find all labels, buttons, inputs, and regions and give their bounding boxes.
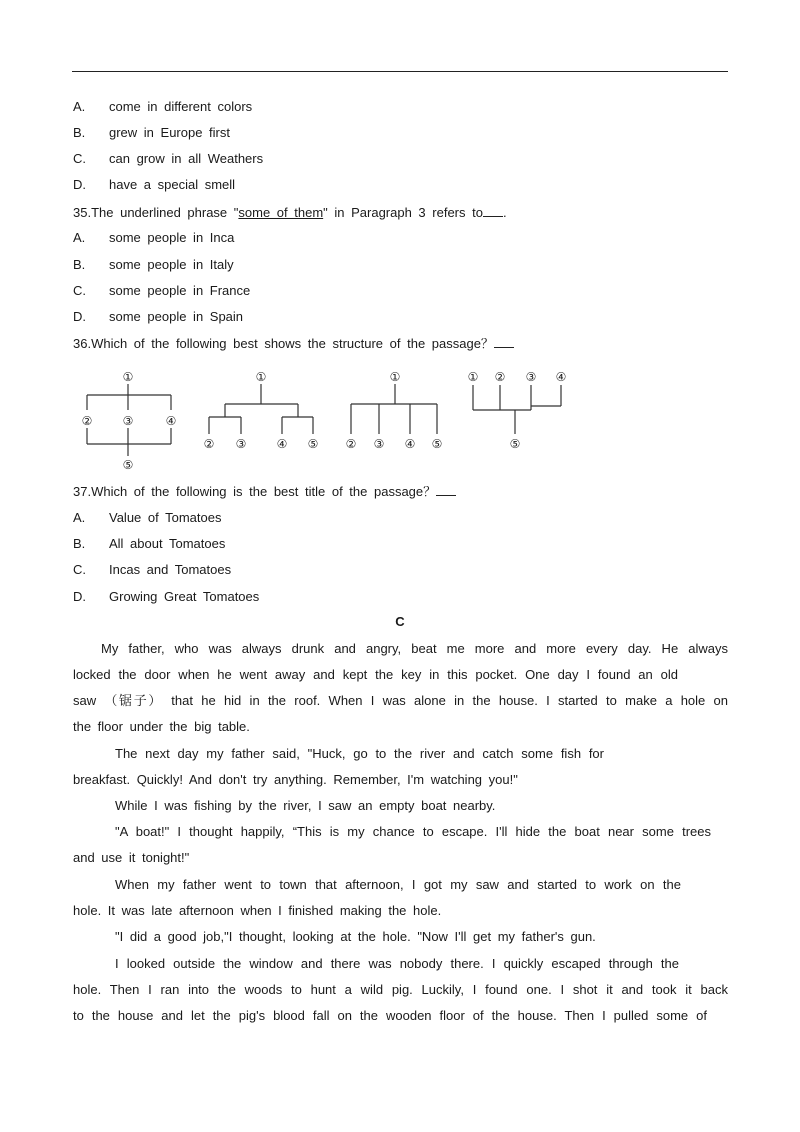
q36-stem	[73, 335, 514, 352]
option-label: C.	[73, 151, 86, 166]
option-text: some people in Inca	[109, 230, 235, 245]
q37-stem	[73, 483, 456, 500]
node-1: ①	[467, 370, 479, 384]
option-label: B.	[73, 257, 86, 272]
option-text: come in different colors	[109, 99, 253, 114]
q35-prefix: 35.The underlined phrase "	[73, 205, 239, 220]
passage-line: saw （锯子） that he hid in the roof. When I was alone in the house. I started to make a hole on	[73, 693, 728, 708]
q35-option-d[interactable]	[73, 309, 243, 325]
node-1: ①	[122, 370, 134, 384]
passage-line: to the house and let the pig's blood fall on the wooden floor of the house. Then I pulled some of	[73, 1008, 707, 1023]
passage-line: and use it tonight!"	[73, 850, 190, 865]
node-3: ③	[525, 370, 537, 384]
passage-line: locked the door when he went away and kept the key in this pocket. One day I found an old	[73, 667, 678, 682]
option-text: some people in Spain	[109, 309, 244, 324]
option-text: have a special smell	[109, 177, 236, 192]
q36-stem-text: 36.Which of the following best shows the structure of the passage？	[73, 336, 494, 351]
option-label: D.	[73, 177, 86, 192]
node-3: ③	[373, 437, 385, 451]
option-label: D.	[73, 589, 86, 604]
q37-option-d[interactable]	[73, 589, 259, 605]
node-3: ③	[235, 437, 247, 451]
passage-line: breakfast. Quickly! And don't try anything. Remember, I'm watching you!"	[73, 772, 518, 787]
node-5: ⑤	[431, 437, 443, 451]
structure-diagrams	[73, 362, 567, 474]
passage-line: hole. Then I ran into the woods to hunt a wild pig. Luckily, I found one. I shot it and took it back	[73, 982, 728, 997]
node-4: ④	[276, 437, 288, 451]
option-text: Incas and Tomatoes	[109, 562, 232, 577]
q35-suffix: " in Paragraph 3 refers to	[323, 205, 483, 220]
node-2: ②	[203, 437, 215, 451]
passage-line: hole. It was late afternoon when I finished making the hole.	[73, 903, 442, 918]
q34-option-c[interactable]	[73, 151, 263, 167]
section-heading: C	[395, 614, 405, 629]
answer-blank[interactable]	[494, 335, 514, 348]
q35-end: .	[502, 205, 507, 220]
node-2: ②	[81, 414, 93, 428]
passage-line: I looked outside the window and there was nobody there. I quickly escaped through the	[115, 956, 679, 971]
passage-line: When my father went to town that afternoon, I got my saw and started to work on the	[115, 877, 681, 892]
q37-option-c[interactable]	[73, 562, 231, 578]
passage-line: While I was fishing by the river, I saw an empty boat nearby.	[115, 798, 496, 813]
answer-blank[interactable]	[436, 483, 456, 496]
q34-option-b[interactable]	[73, 125, 230, 141]
q35-option-c[interactable]	[73, 283, 250, 299]
option-label: D.	[73, 309, 86, 324]
option-label: C.	[73, 283, 86, 298]
node-1: ①	[255, 370, 267, 384]
q35-stem	[73, 204, 507, 221]
option-text: some people in Italy	[109, 257, 234, 272]
passage-line: My father, who was always drunk and angry, beat me more and more every day. He always	[101, 641, 728, 656]
q37-option-b[interactable]	[73, 536, 225, 552]
option-label: C.	[73, 562, 86, 577]
q34-option-d[interactable]	[73, 177, 235, 193]
node-2: ②	[494, 370, 506, 384]
passage-line: "I did a good job,"I thought, looking at the hole. "Now I'll get my father's gun.	[115, 929, 596, 944]
q35-option-a[interactable]	[73, 230, 234, 246]
node-5: ⑤	[307, 437, 319, 451]
passage-line: the floor under the big table.	[73, 719, 250, 734]
node-2: ②	[345, 437, 357, 451]
passage-line: The next day my father said, "Huck, go to the river and catch some fish for	[115, 746, 604, 761]
option-label: A.	[73, 230, 86, 245]
q37-stem-text: 37.Which of the following is the best title of the passage？	[73, 484, 437, 499]
option-text: grew in Europe first	[109, 125, 230, 140]
option-text: Value of Tomatoes	[109, 510, 222, 525]
q35-underlined-phrase: some of them	[238, 205, 324, 220]
q37-option-a[interactable]	[73, 510, 221, 526]
q34-option-a[interactable]	[73, 99, 252, 115]
option-label: A.	[73, 510, 86, 525]
node-5: ⑤	[122, 458, 134, 472]
q35-option-b[interactable]	[73, 257, 234, 273]
node-1: ①	[389, 370, 401, 384]
option-label: A.	[73, 99, 86, 114]
node-3: ③	[122, 414, 134, 428]
answer-blank[interactable]	[483, 204, 503, 217]
option-text: some people in France	[109, 283, 251, 298]
option-text: can grow in all Weathers	[109, 151, 264, 166]
option-label: B.	[73, 125, 86, 140]
option-label: B.	[73, 536, 86, 551]
node-4: ④	[404, 437, 416, 451]
node-4: ④	[555, 370, 567, 384]
passage-line: "A boat!" I thought happily, “This is my chance to escape. I'll hide the boat near some trees	[115, 824, 711, 839]
option-text: All about Tomatoes	[109, 536, 226, 551]
node-5: ⑤	[509, 437, 521, 451]
header-rule	[72, 71, 728, 72]
node-4: ④	[165, 414, 177, 428]
option-text: Growing Great Tomatoes	[109, 589, 260, 604]
